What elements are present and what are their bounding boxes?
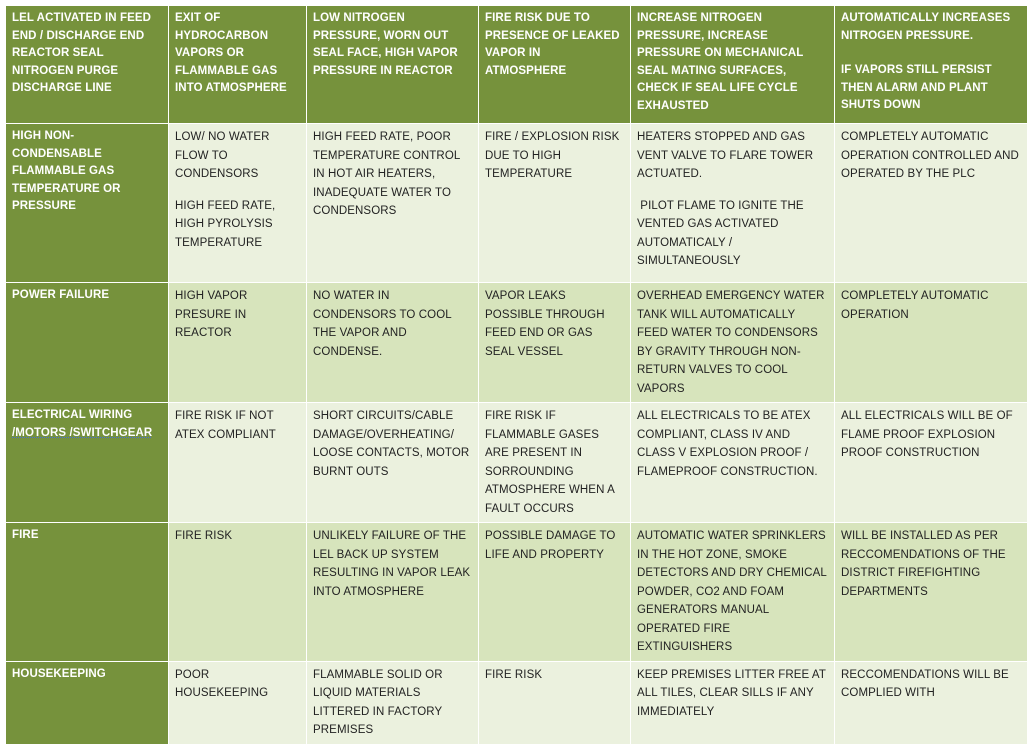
table-row (6, 403, 1028, 523)
risk-table-wrapper (5, 5, 1027, 745)
table-row (6, 661, 1028, 744)
header-text: AUTOMATICALLY INCREASES NITROGEN PRESSURE. (841, 12, 1011, 42)
table-cell: VAPOR LEAKS POSSIBLE THROUGH FEED END OR GAS SEAL VESSEL (479, 283, 631, 403)
table-cell: WILL BE INSTALLED AS PER RECCOMENDATIONS OF THE DISTRICT FIREFIGHTING DEPARTMENTS (835, 523, 1028, 662)
header-cell: EXIT OF HYDROCARBON VAPORS OR FLAMMABLE GAS INTO ATMOSPHERE (169, 6, 307, 124)
table-cell: RECCOMENDATIONS WILL BE COMPLIED WITH (835, 661, 1028, 744)
row-heading: POWER FAILURE (6, 283, 169, 403)
row-heading (6, 403, 169, 523)
table-cell (169, 124, 307, 283)
table-cell: POOR HOUSEKEEPING (169, 661, 307, 744)
table-cell: FLAMMABLE SOLID OR LIQUID MATERIALS LITTERED IN FACTORY PREMISES (307, 661, 479, 744)
row-heading-text: ELECTRICAL WIRING (12, 409, 133, 421)
header-cell: INCREASE NITROGEN PRESSURE, INCREASE PRESSURE ON MECHANICAL SEAL MATING SURFACES, CHECK IF SEAL LIFE CYCLE EXHAUSTED (631, 6, 835, 124)
table-cell: COMPLETELY AUTOMATIC OPERATION (835, 283, 1028, 403)
header-cell: LEL ACTIVATED IN FEED END / DISCHARGE END REACTOR SEAL NITROGEN PURGE DISCHARGE LINE (6, 6, 169, 124)
table-cell (631, 124, 835, 283)
cell-text: HEATERS STOPPED AND GAS VENT VALVE TO FLARE TOWER ACTUATED. (637, 131, 814, 180)
table-cell: FIRE RISK IF NOT ATEX COMPLIANT (169, 403, 307, 523)
table-cell: ALL ELECTRICALS TO BE ATEX COMPLIANT, CLASS IV AND CLASS V EXPLOSION PROOF / FLAMEPROOF CONSTRUCTION. (631, 403, 835, 523)
row-heading: HOUSEKEEPING (6, 661, 169, 744)
header-cell: FIRE RISK DUE TO PRESENCE OF LEAKED VAPOR IN ATMOSPHERE (479, 6, 631, 124)
table-row (6, 124, 1028, 283)
cell-text: PILOT FLAME TO IGNITE THE VENTED GAS ACTIVATED AUTOMATICALY / SIMULTANEOUSLY (637, 199, 807, 267)
header-cell: LOW NITROGEN PRESSURE, WORN OUT SEAL FACE, HIGH VAPOR PRESSURE IN REACTOR (307, 6, 479, 124)
table-cell: UNLIKELY FAILURE OF THE LEL BACK UP SYSTEM RESULTING IN VAPOR LEAK INTO ATMOSPHERE (307, 523, 479, 662)
table-cell: OVERHEAD EMERGENCY WATER TANK WILL AUTOMATICALLY FEED WATER TO CONDENSORS BY GRAVITY THROUGH NON-RETURN VALVES TO COOL VAPORS (631, 283, 835, 403)
table-row (6, 523, 1028, 662)
table-row (6, 283, 1028, 403)
cell-text: HIGH FEED RATE, HIGH PYROLYSIS TEMPERATURE (175, 199, 276, 249)
row-heading: FIRE (6, 523, 169, 662)
table-cell: KEEP PREMISES LITTER FREE AT ALL TILES, CLEAR SILLS IF ANY IMMEDIATELY (631, 661, 835, 744)
cell-text: LOW/ NO WATER FLOW TO CONDENSORS (175, 131, 270, 180)
table-cell: HIGH VAPOR PRESURE IN REACTOR (169, 283, 307, 403)
table-cell: FIRE RISK (169, 523, 307, 662)
table-cell: ALL ELECTRICALS WILL BE OF FLAME PROOF EXPLOSION PROOF CONSTRUCTION (835, 403, 1028, 523)
table-cell: FIRE RISK IF FLAMMABLE GASES ARE PRESENT IN SORROUNDING ATMOSPHERE WHEN A FAULT OCCURS (479, 403, 631, 523)
table-cell: COMPLETELY AUTOMATIC OPERATION CONTROLLED AND OPERATED BY THE PLC (835, 124, 1028, 283)
table-cell: NO WATER IN CONDENSORS TO COOL THE VAPOR AND CONDENSE. (307, 283, 479, 403)
header-text: IF VAPORS STILL PERSIST THEN ALARM AND PLANT SHUTS DOWN (841, 64, 992, 111)
row-heading-text: /MOTORS /SWITCHGEAR (12, 426, 153, 439)
table-cell: AUTOMATIC WATER SPRINKLERS IN THE HOT ZONE, SMOKE DETECTORS AND DRY CHEMICAL POWDER, CO2 AND FOAM GENERATORS MANUAL OPERATED FIRE EXTINGUISHERS (631, 523, 835, 662)
table-header-row (6, 6, 1028, 124)
risk-assessment-table (5, 5, 1028, 745)
table-cell: HIGH FEED RATE, POOR TEMPERATURE CONTROL IN HOT AIR HEATERS, INADEQUATE WATER TO CONDENSORS (307, 124, 479, 283)
table-cell: FIRE / EXPLOSION RISK DUE TO HIGH TEMPERATURE (479, 124, 631, 283)
header-cell (835, 6, 1028, 124)
row-heading: HIGH NON-CONDENSABLE FLAMMABLE GAS TEMPERATURE OR PRESSURE (6, 124, 169, 283)
table-cell: FIRE RISK (479, 661, 631, 744)
table-cell: SHORT CIRCUITS/CABLE DAMAGE/OVERHEATING/ LOOSE CONTACTS, MOTOR BURNT OUTS (307, 403, 479, 523)
table-cell: POSSIBLE DAMAGE TO LIFE AND PROPERTY (479, 523, 631, 662)
